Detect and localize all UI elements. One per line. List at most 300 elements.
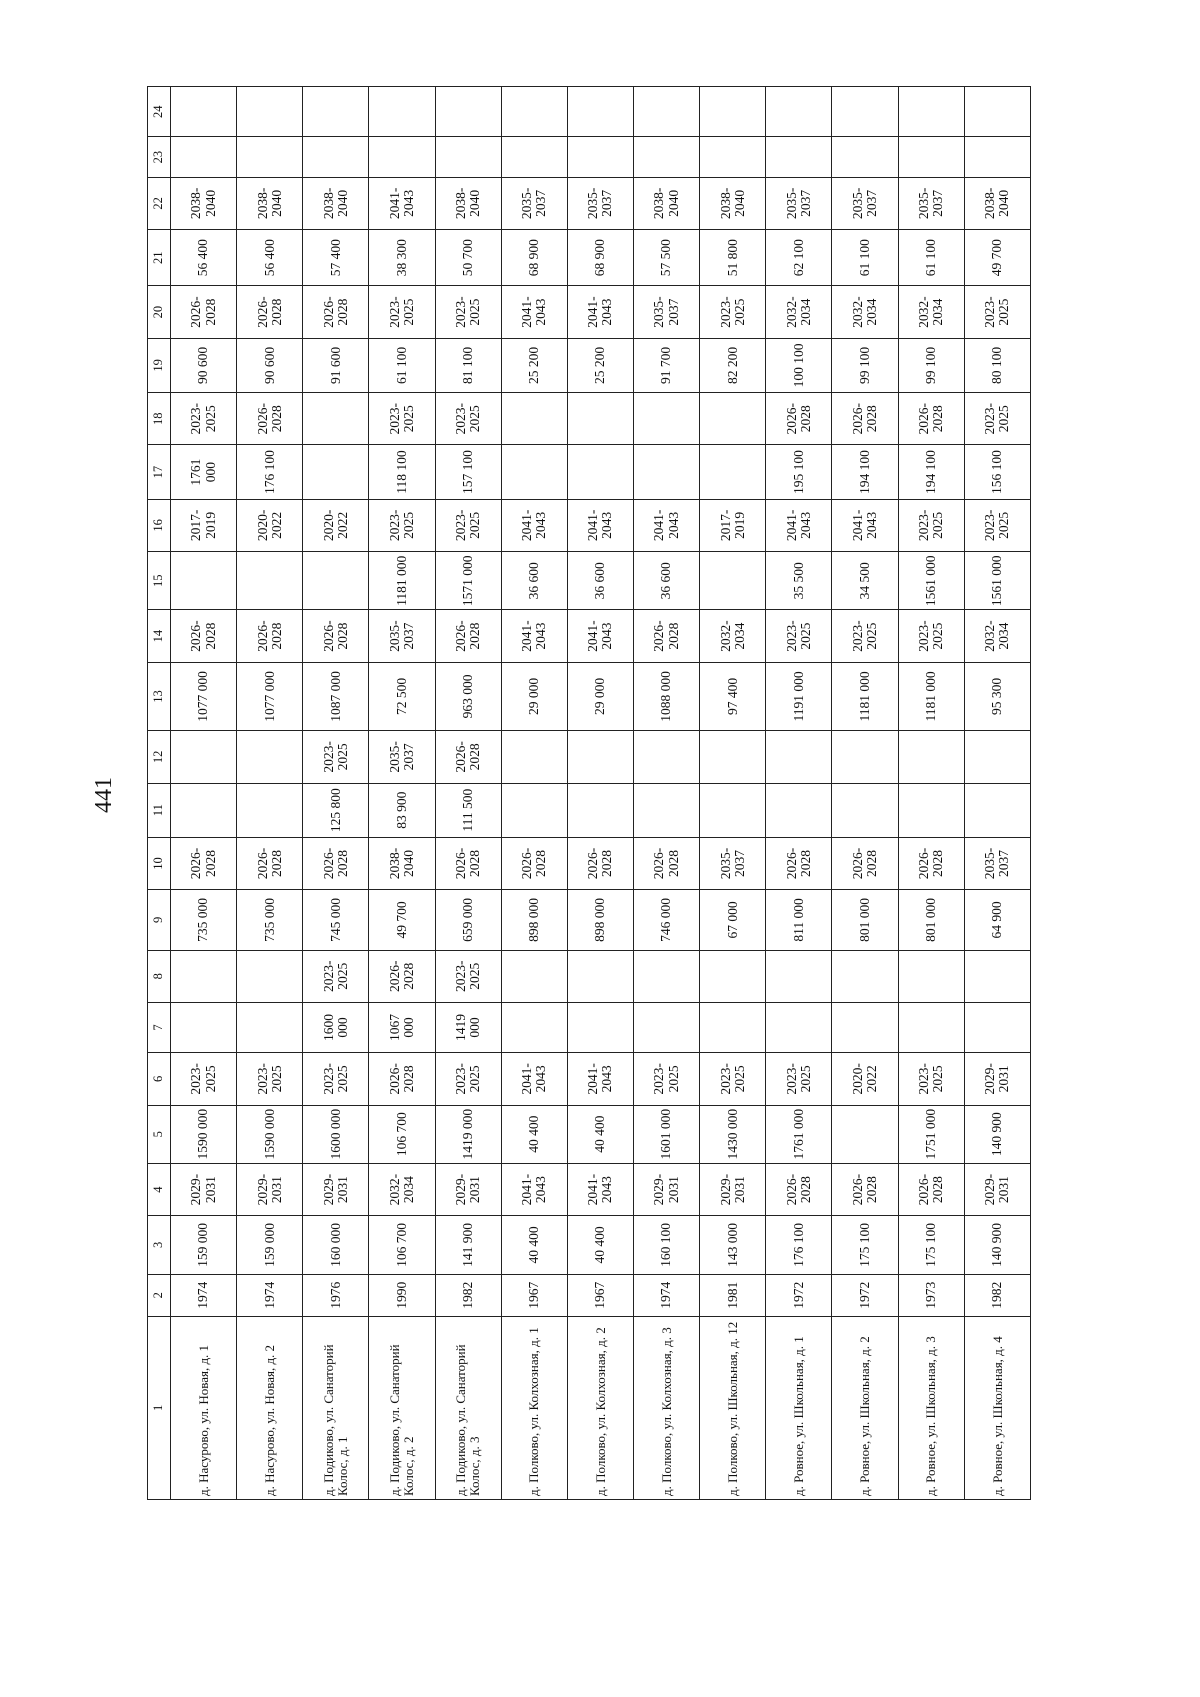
table-cell: 175 100 [898,1216,964,1274]
table-cell [766,950,832,1002]
table-cell: 1181 000 [832,662,898,730]
table-cell: 68 900 [567,230,633,286]
table-cell: 40 400 [567,1105,633,1163]
table-cell: 1077 000 [171,662,237,730]
table-cell [237,87,303,137]
table-cell [567,137,633,177]
table-cell [700,137,766,177]
table-cell [633,87,699,137]
table-cell [700,783,766,837]
table-cell: 2041-2043 [501,1053,567,1105]
table-cell: 2038-2040 [435,177,501,229]
table-cell [832,87,898,137]
table-cell: 160 100 [633,1216,699,1274]
table-cell: 1976 [303,1274,369,1316]
table-row [303,87,369,1500]
table-row [435,87,501,1500]
table-row [633,87,699,1500]
address-cell: д. Ровное, ул. Школьная, д. 1 [766,1316,832,1499]
table-cell [633,783,699,837]
table-cell: 2023-2025 [964,393,1030,445]
table-cell: 2035-2037 [369,610,435,662]
column-header: 14 [148,610,171,662]
table-cell: 2023-2025 [369,499,435,551]
table-cell: 99 100 [898,338,964,392]
table-cell: 2026-2028 [832,837,898,889]
address-cell: д. Подиково, ул. Санаторий Колос, д. 1 [303,1316,369,1499]
table-cell: 1751 000 [898,1105,964,1163]
table-cell: 963 000 [435,662,501,730]
table-cell: 2020-2022 [832,1053,898,1105]
table-cell: 2026-2028 [303,837,369,889]
table-cell: 2029-2031 [435,1163,501,1215]
table-cell: 2023-2025 [303,950,369,1002]
table-cell: 140 900 [964,1105,1030,1163]
table-row [964,87,1030,1500]
address-cell: д. Насурово, ул. Новая, д. 2 [237,1316,303,1499]
column-header: 22 [148,177,171,229]
table-cell: 72 500 [369,662,435,730]
table-cell: 49 700 [369,890,435,950]
table-cell: 1761 000 [766,1105,832,1163]
table-row [832,87,898,1500]
table-cell: 29 000 [501,662,567,730]
table-cell: 91 700 [633,338,699,392]
address-cell: д. Полково, ул. Школьная, д. 12 [700,1316,766,1499]
table-cell [501,393,567,445]
table-cell: 1561 000 [964,552,1030,610]
table-cell: 118 100 [369,445,435,499]
table-cell: 2023-2025 [303,1053,369,1105]
table-row [369,87,435,1500]
table-cell: 40 400 [567,1216,633,1274]
address-cell: д. Полково, ул. Колхозная, д. 3 [633,1316,699,1499]
table-cell: 36 600 [633,552,699,610]
table-cell: 2029-2031 [303,1163,369,1215]
table-cell: 2041-2043 [501,499,567,551]
table-cell: 801 000 [832,890,898,950]
table-cell [303,445,369,499]
column-header: 8 [148,950,171,1002]
table-row [171,87,237,1500]
table-cell: 90 600 [171,338,237,392]
table-cell: 2041-2043 [832,499,898,551]
table-cell [237,950,303,1002]
column-header: 13 [148,662,171,730]
table-cell: 898 000 [501,890,567,950]
table-cell [567,731,633,783]
table-cell [501,950,567,1002]
table-cell: 25 200 [567,338,633,392]
table-cell: 2026-2028 [171,286,237,338]
table-cell [633,1002,699,1052]
table-cell: 97 400 [700,662,766,730]
page-number: 441 [91,777,117,813]
column-header: 2 [148,1274,171,1316]
address-cell: д. Полково, ул. Колхозная, д. 2 [567,1316,633,1499]
table-cell: 1419 000 [435,1002,501,1052]
table-cell: 746 000 [633,890,699,950]
table-cell: 95 300 [964,662,1030,730]
table-cell: 2023-2025 [964,499,1030,551]
table-cell: 2023-2025 [700,286,766,338]
table-row [700,87,766,1500]
table-cell: 1181 000 [898,662,964,730]
table-cell: 82 200 [700,338,766,392]
table-cell [171,731,237,783]
table-cell [567,87,633,137]
table-cell: 2032-2034 [766,286,832,338]
table-cell: 56 400 [237,230,303,286]
column-header: 20 [148,286,171,338]
table-row [898,87,964,1500]
table-cell: 2026-2028 [832,1163,898,1215]
table-cell: 2029-2031 [237,1163,303,1215]
table-cell: 2038-2040 [303,177,369,229]
table-cell: 2023-2025 [369,286,435,338]
table-cell: 80 100 [964,338,1030,392]
table-cell [700,393,766,445]
table-cell: 2026-2028 [501,837,567,889]
table-cell: 1088 000 [633,662,699,730]
table-cell: 2026-2028 [237,393,303,445]
column-header: 7 [148,1002,171,1052]
table-cell: 2026-2028 [237,286,303,338]
table-cell [700,1002,766,1052]
table-cell: 1600 000 [303,1002,369,1052]
table-cell: 1981 [700,1274,766,1316]
table-cell: 2026-2028 [633,610,699,662]
column-header: 12 [148,731,171,783]
table-cell: 2017-2019 [700,499,766,551]
table-cell: 140 900 [964,1216,1030,1274]
column-header: 9 [148,890,171,950]
table-cell: 2032-2034 [369,1163,435,1215]
table-container [147,86,1031,1500]
table-cell [700,731,766,783]
table-cell: 2029-2031 [964,1163,1030,1215]
table-cell: 61 100 [832,230,898,286]
table-cell: 83 900 [369,783,435,837]
table-cell: 56 400 [171,230,237,286]
table-cell: 176 100 [766,1216,832,1274]
table-cell: 157 100 [435,445,501,499]
table-cell: 1601 000 [633,1105,699,1163]
table-row [766,87,832,1500]
address-cell: д. Подиково, ул. Санаторий Колос, д. 3 [435,1316,501,1499]
address-cell: д. Подиково, ул. Санаторий Колос, д. 2 [369,1316,435,1499]
table-cell: 2041-2043 [567,1053,633,1105]
table-cell: 2023-2025 [898,610,964,662]
table-cell: 2023-2025 [303,731,369,783]
table-cell: 1973 [898,1274,964,1316]
table-cell: 2032-2034 [898,286,964,338]
table-cell: 2023-2025 [898,1053,964,1105]
address-cell: д. Ровное, ул. Школьная, д. 2 [832,1316,898,1499]
table-cell: 61 100 [898,230,964,286]
table-cell: 90 600 [237,338,303,392]
table-cell: 2023-2025 [435,393,501,445]
table-cell: 1430 000 [700,1105,766,1163]
table-cell [633,950,699,1002]
table-cell: 2023-2025 [435,286,501,338]
table-cell: 2023-2025 [237,1053,303,1105]
table-cell: 38 300 [369,230,435,286]
table-cell: 99 100 [832,338,898,392]
table-cell: 2017-2019 [171,499,237,551]
table-cell [964,950,1030,1002]
table-cell [700,552,766,610]
table-cell: 2041-2043 [567,286,633,338]
table-cell: 2026-2028 [435,731,501,783]
table-cell: 659 000 [435,890,501,950]
table-cell [832,731,898,783]
table-cell [171,137,237,177]
table-cell: 143 000 [700,1216,766,1274]
table-cell [171,552,237,610]
table-cell [898,731,964,783]
table-cell [898,137,964,177]
table-cell: 2035-2037 [832,177,898,229]
column-header: 19 [148,338,171,392]
table-cell [237,783,303,837]
table-cell: 2026-2028 [237,610,303,662]
table-cell: 1571 000 [435,552,501,610]
table-cell [832,137,898,177]
table-cell: 64 900 [964,890,1030,950]
table-cell: 2035-2037 [369,731,435,783]
table-cell: 25 200 [501,338,567,392]
address-cell: д. Ровное, ул. Школьная, д. 3 [898,1316,964,1499]
column-header: 11 [148,783,171,837]
table-cell: 745 000 [303,890,369,950]
table-cell [964,87,1030,137]
table-cell [501,87,567,137]
table-cell [898,87,964,137]
table-cell: 36 600 [501,552,567,610]
table-cell: 2023-2025 [435,950,501,1002]
table-cell: 1982 [964,1274,1030,1316]
table-cell: 2041-2043 [501,286,567,338]
table-cell: 2023-2025 [700,1053,766,1105]
table-cell: 1600 000 [303,1105,369,1163]
table-cell [303,552,369,610]
column-header: 16 [148,499,171,551]
table-cell: 2026-2028 [567,837,633,889]
table-cell [832,1105,898,1163]
table-cell: 1181 000 [369,552,435,610]
table-cell [898,950,964,1002]
table-cell: 62 100 [766,230,832,286]
table-cell: 2035-2037 [567,177,633,229]
table-cell: 2026-2028 [633,837,699,889]
table-cell: 81 100 [435,338,501,392]
table-cell [237,137,303,177]
table-cell: 811 000 [766,890,832,950]
table-cell: 2041-2043 [567,610,633,662]
table-cell [501,1002,567,1052]
table-cell: 91 600 [303,338,369,392]
table-cell: 801 000 [898,890,964,950]
table-cell: 2038-2040 [237,177,303,229]
table-cell [369,87,435,137]
table-cell: 1967 [567,1274,633,1316]
table-cell: 1590 000 [237,1105,303,1163]
table-cell: 51 800 [700,230,766,286]
table-cell: 67 000 [700,890,766,950]
column-header: 4 [148,1163,171,1215]
table-cell: 2023-2025 [633,1053,699,1105]
table-cell: 195 100 [766,445,832,499]
table-cell [171,950,237,1002]
table-cell: 2035-2037 [633,286,699,338]
table-cell: 57 500 [633,230,699,286]
table-cell: 160 000 [303,1216,369,1274]
table-cell [501,137,567,177]
table-cell: 1761 000 [171,445,237,499]
table-cell: 2026-2028 [171,610,237,662]
table-cell [567,950,633,1002]
table-cell: 2023-2025 [171,1053,237,1105]
table-cell: 735 000 [171,890,237,950]
table-cell: 2032-2034 [700,610,766,662]
table-cell: 2032-2034 [964,610,1030,662]
table-cell: 2026-2028 [369,1053,435,1105]
table-cell [303,87,369,137]
repair-schedule-table [147,86,1031,1500]
table-cell: 1990 [369,1274,435,1316]
table-cell [171,87,237,137]
table-cell: 2038-2040 [633,177,699,229]
table-cell: 2023-2025 [898,499,964,551]
table-cell: 2029-2031 [171,1163,237,1215]
table-cell: 106 700 [369,1216,435,1274]
table-cell [898,783,964,837]
table-cell: 2035-2037 [766,177,832,229]
table-cell: 2023-2025 [964,286,1030,338]
table-cell [700,445,766,499]
table-cell: 111 500 [435,783,501,837]
table-cell: 35 500 [766,552,832,610]
table-cell: 2026-2028 [237,837,303,889]
table-cell: 2026-2028 [832,393,898,445]
table-cell [501,445,567,499]
table-cell: 159 000 [171,1216,237,1274]
address-cell: д. Полково, ул. Колхозная, д. 1 [501,1316,567,1499]
table-cell: 2023-2025 [369,393,435,445]
table-cell [766,1002,832,1052]
table-cell: 2026-2028 [303,610,369,662]
column-header: 10 [148,837,171,889]
table-cell [964,783,1030,837]
table-cell: 2026-2028 [435,837,501,889]
table-cell: 2020-2022 [303,499,369,551]
table-cell: 2038-2040 [369,837,435,889]
table-cell: 2023-2025 [435,1053,501,1105]
table-cell [766,87,832,137]
table-cell: 175 100 [832,1216,898,1274]
table-cell: 2023-2025 [435,499,501,551]
table-cell: 1087 000 [303,662,369,730]
table-cell: 50 700 [435,230,501,286]
table-cell: 1967 [501,1274,567,1316]
table-cell: 40 400 [501,1105,567,1163]
table-cell: 2029-2031 [700,1163,766,1215]
table-cell: 49 700 [964,230,1030,286]
table-cell: 2041-2043 [501,610,567,662]
table-cell: 1974 [633,1274,699,1316]
table-cell: 61 100 [369,338,435,392]
table-cell: 2032-2034 [832,286,898,338]
table-cell: 1590 000 [171,1105,237,1163]
table-cell [700,87,766,137]
column-header: 23 [148,137,171,177]
table-cell [237,552,303,610]
table-cell: 2023-2025 [766,1053,832,1105]
table-cell [435,137,501,177]
column-header: 3 [148,1216,171,1274]
table-cell [832,1002,898,1052]
column-header: 1 [148,1316,171,1499]
table-cell [898,1002,964,1052]
table-cell: 2020-2022 [237,499,303,551]
table-cell [369,137,435,177]
table-cell: 2026-2028 [898,837,964,889]
table-cell: 156 100 [964,445,1030,499]
table-cell: 68 900 [501,230,567,286]
table-cell: 2041-2043 [369,177,435,229]
table-cell: 2029-2031 [633,1163,699,1215]
column-header: 24 [148,87,171,137]
table-row [567,87,633,1500]
table-cell [766,137,832,177]
table-cell [964,1002,1030,1052]
table-cell: 2041-2043 [501,1163,567,1215]
table-cell: 2035-2037 [898,177,964,229]
table-cell [964,137,1030,177]
table-cell: 2026-2028 [766,837,832,889]
table-cell: 106 700 [369,1105,435,1163]
table-cell: 1191 000 [766,662,832,730]
table-cell [501,783,567,837]
table-cell [567,1002,633,1052]
table-row [501,87,567,1500]
table-cell [567,445,633,499]
table-cell: 735 000 [237,890,303,950]
table-cell: 100 100 [766,338,832,392]
table-cell: 1972 [766,1274,832,1316]
table-cell [171,1002,237,1052]
column-header: 15 [148,552,171,610]
table-cell: 176 100 [237,445,303,499]
table-cell [832,783,898,837]
table-cell: 2041-2043 [567,499,633,551]
table-cell: 898 000 [567,890,633,950]
table-cell [766,731,832,783]
table-cell: 159 000 [237,1216,303,1274]
table-cell: 2038-2040 [964,177,1030,229]
table-cell: 1982 [435,1274,501,1316]
table-cell: 2026-2028 [369,950,435,1002]
table-cell [633,393,699,445]
table-cell [567,783,633,837]
table-cell: 2029-2031 [964,1053,1030,1105]
table-cell: 2026-2028 [766,393,832,445]
table-cell: 125 800 [303,783,369,837]
table-cell [501,731,567,783]
table-cell: 2026-2028 [303,286,369,338]
table-cell: 194 100 [898,445,964,499]
